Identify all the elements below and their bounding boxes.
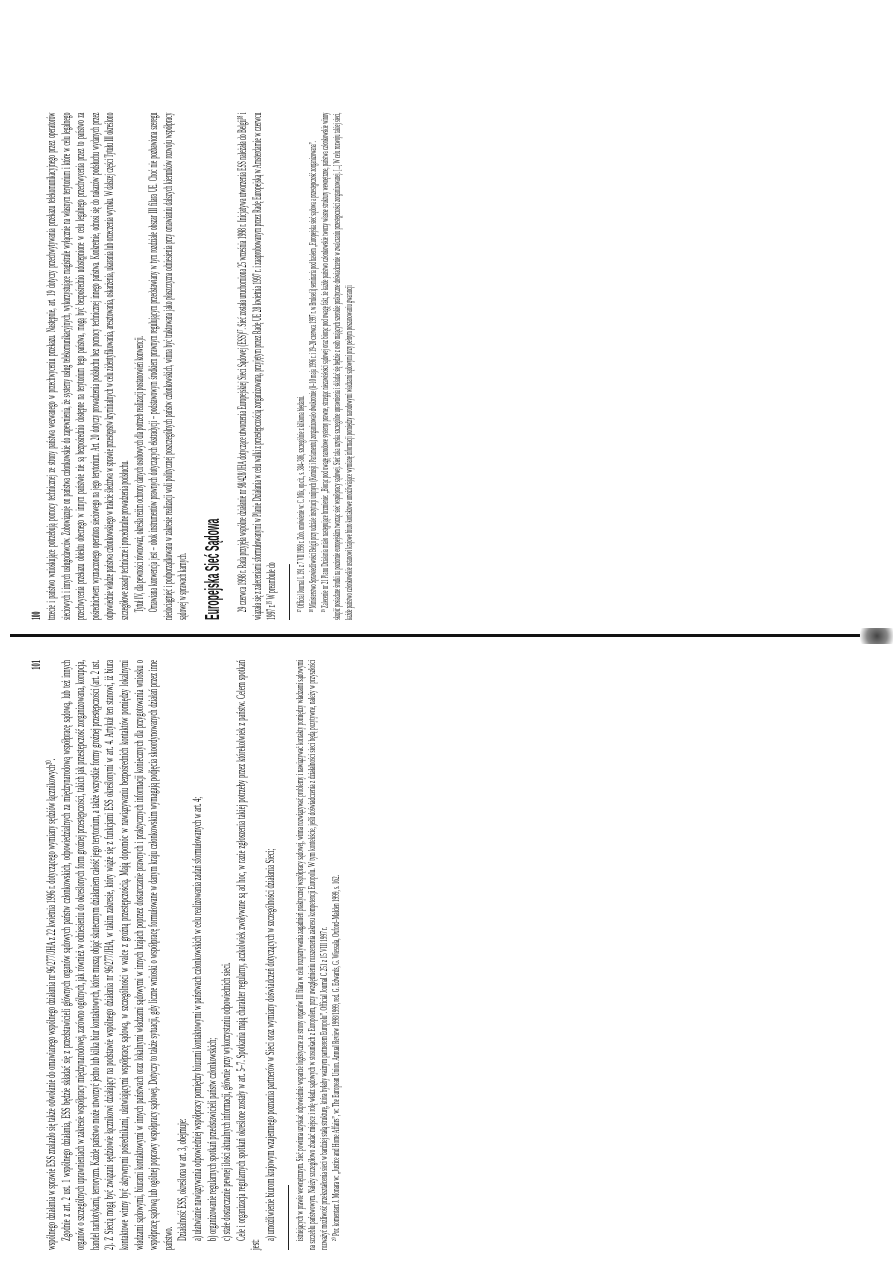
paragraph: Działalność ESS, określona w art. 3, obejmuje: — [174, 1118, 190, 1241]
page-number: 100 — [28, 611, 43, 620]
footnote-rule — [288, 1185, 289, 1250]
paragraph: Cele i organizacja regularnych spotkań określone zostały w art. 5–7. Spotkania mają charakter regularny, aczkolwiek zwoływane są ad hoc, w razie zgłoszenia takiej potrzeby przez którekolwiek z państw. Celem spotkań jest: — [232, 660, 263, 1250]
footnote: istniejących w prawie wewnętrznym. Sieć powinna uzyskać odpowiednie wsparcie logistyczne ze strony organów III filara w celu rozpatrywania zagadnień praktycznej współpracy sądowej, winna rozwiązywać problemy i nawiązywać kontakty pomiędzy władzami sądowymi na szczeblu państwowym. Należy szczegółowo zbadać miejsce i rolę władz sądowych w stosunkach z Europolem, przy uwzględnieniu rozszerzenia zakresu kompetencji Europolu. W tym kontekście, jeśli doświadczenia z działalności sieci będą pozytywne, należy w przyszłości rozważyć możliwość przekształcenia sieci w bardziej stałą strukturę, która byłaby ważnym partnerem Europolu”. Official Journal C 251 z 15 VIII 1997 r. — [294, 660, 330, 1250]
footnote: ¹⁷ Official Journal L 191 z 7 VII 1998 r. Zob. omówienie w: C. Mik, op.cit., s. 384–386, szczególnie z kilkoma błędami. — [295, 395, 307, 613]
scan-artifact — [853, 628, 893, 644]
book-fold-line — [0, 628, 893, 644]
footnote: ²⁰ Por. komentarz J. Monara w: „Justice and Home Affairs”, w: The European Union. Annual Review 1998/1999, red. G. Edwards, G. Wiessala, Oxford–Malden 1999, s. 162. — [330, 875, 342, 1241]
paragraph: Tytuł IV, dla pewności równoważ, określa reżim ochrony danych osobowych dla potrzeb realizacji postanowień konwencji. — [130, 335, 146, 613]
list-item: c) stałe dostarczanie pewnej ilości aktualnych informacji, głównie przy wykorzystaniu odpowiednich sieci. — [218, 962, 234, 1241]
list-item: a) ułatwianie nawiązywania odpowiedniej współpracy pomiędzy biurami kontaktowymi w państwach członkowskich w celu realizowania zadań sformułowanych w art. 4; — [188, 796, 204, 1241]
footnote: ¹⁹ Zalecenie nr 21 Planu Działania miało następujące brzmienie: „Biorąc pod uwagę narodowe systemy prawne, strzegąc niezawisłości sądowej oraz biorąc pod uwagę fakt, że każde państwo członkowskie tworzy własne struktury wewnętrzne, państwa członkowskie winny skupić posiadane środki na poziomie europejskim tworząc sieć współpracy sądowej. Sieć taka uzyska szczególne uprawnienia i składać się będzie z osób mających szerokie praktyczne doświadczenie w zwalczaniu przestępczości zorganizowanej. [...] W celu rozwoju takiej sieci, każde państwo członkowskie ustanowi krajowe biuro kontaktowe umożliwiające wymianę informacji pomiędzy narodowymi władzami sądowymi przy pełnym poszanowaniu gwarancji — [319, 112, 355, 621]
section-heading: Europejska Sieć Sądowa — [201, 518, 224, 620]
page-number: 101 — [28, 660, 43, 670]
list-item: b) organizowanie regularnych spotkań przedstawicieli państw członkowskich; — [203, 1037, 219, 1241]
list-item: a) umożliwienie biurom krajowym wzajemnego poznania partnerów w Sieci oraz wymiany doświadczeń dotyczących w szczególności działania Sieci; — [261, 848, 277, 1241]
footnote: ¹⁸ Ministerstwo Sprawiedliwości Belgii przy udziale instytucji unijnych (Komisji i Parlamentu) zorganizowało dwukrotnie (8–10 maja 1996 r. i 19–20 czerwca 1997 r. w Brukseli) seminaria pod hasłem „Europejska sieć sądowa a przestępczość zorganizowana”. — [307, 141, 319, 613]
left-page — [28, 113, 458, 620]
paragraph: Omawiana konwencja jest – obok instrumentów prawnych dotyczących ekstradycji – podstawowym środkiem prawnym regulującym przedstawiany w tym rozdziale obszar III filara UE. Choć nie pozbawiona szeregu niedociągnięć i podporządkowana w zakresie realizacji woli politycznej poszczególnych państw członkowskich, winna być traktowana jako płaszczyzna odniesienia przy omawianiu dalszych kierunków rozwoju współpracy sądowej w sprawach karnych. — [145, 112, 190, 621]
footnote-rule — [289, 564, 290, 620]
fold-shadow — [10, 634, 860, 637]
paragraph: 29 czerwca 1998 r. Rada przyjęła wspólne działanie nr 98/428/JHA dotyczące utworzenia Europejskiej Sieci Sądowej (ESS)¹⁷. Sieć została uruchomiona 25 września 1998 r. Inicjatywa utworzenia ESS należała do Belgii¹⁸ i wiązała się z zaleceniami sformułowanymi w Planie Działania w celu walki z przestępczością zorganizowaną, przyjętym przez Radę UE 28 kwietnia 1997 r. i zaaprobowanym przez Radę Europejską w Amsterdamie w czerwcu 1997 r.¹⁹ W preambule do — [233, 112, 279, 621]
paragraph: wspólnego działania w sprawie ESS znalazło się także odwołanie do omawianego wspólnego działania nr 96/277/JHA z 22 kwietnia 1996 r. dotyczącego wymiany sędziów łącznikowych²⁰. — [43, 758, 58, 1250]
paragraph: Zgodnie z art. 2 ust. 1 wspólnego działania, ESS będzie składać się z przedstawicieli głównych organów sądowych państw członkowskich, odpowiedzialnych za międzynarodową współpracę sądową, lub też innych organów o szczególnych uprawnieniach w zakresie współpracy międzynarodowej, zarówno ogólnych, jak również w odniesieniu do określonych form groźnej przestępczości, takich jak przestępczość zorganizowana, korupcja, handel narkotykami, terroryzm. Każde państwo może utworzyć jedno lub kilka biur kontaktowych, które muszą objąć skutecznym działaniem całość jego terytorium, a także wszystkie formy groźnej przestępczości (art. 2 ust. 2). Z Siecią mogą być związani sędziowie łącznikowi działający na podstawie wspólnego działania nr 96/277/JHA, w takim zakresie, który wiąże się z funkcjami ESS określonymi w art. 4. Artykuł ten stanowi, iż biura kontaktowe winny być aktywnymi pośrednikami, ułatwiającymi współpracę sądową, w szczególności w walce z groźną przestępczością. Mają dopomóc w nawiązywaniu bezpośrednich kontaktów pomiędzy lokalnymi władzami sądowymi, biurami kontaktowymi w innych państwach oraz lokalnymi władzami sądowymi w innych krajach poprzez dostarczanie prawnych i praktycznych informacji koniecznych dla przygotowania wniosku o współpracę sądową lub ogólnej poprawy współpracy sądowej. Dotyczy to także sytuacji, gdy liczne wnioski o współpracę formułowane w danym kraju członkowskim wymagają podjęcia skoordynowanych działań przez inne państwo. — [57, 660, 175, 1250]
right-page — [28, 660, 458, 1250]
paragraph: trzecie i państwo wnioskujące potrzebują pomocy technicznej ze strony państwa wezwanego w przechwyceniu przekazu. Następnie, art. 19 dotyczy przechwytywania przekazu telekomunikacyjnego przez operatorów sieciowych i innych usługodawców. Zobowiązuje on państwa członkowskie do zapewnienia, że systemy usług telekomunikacyjnych, wykorzystujące magistrale wyłącznie na własnym terytorium i które w celu legalnego przechwycenia przekazu obiektu obecnego w innym państwie nie są bezpośrednio dostępne na terytorium tego państwa, mogą być bezpośrednio udostępnione w celu legalnego przechwycenia przez to państwo za pośrednictwem wyznaczonego operatora sieciowego na jego terytorium. Art. 20 dotyczy prowadzenia podsłuchu bez pomocy technicznej innego państwa. Konkretnie, odnosi się do nakazów podsłuchu wydanych przez odpowiednie władze państwa członkowskiego w trakcie śledztwa w sprawie przestępstw kryminalnych w celu zidentyfikowania, aresztowania, oskarżenia, ukarania lub orzeczenia wyroku. W dalszej części Tytułu III określono szczegółowe zasady techniczne i proceduralne prowadzenia podsłuchu. — [43, 112, 131, 621]
